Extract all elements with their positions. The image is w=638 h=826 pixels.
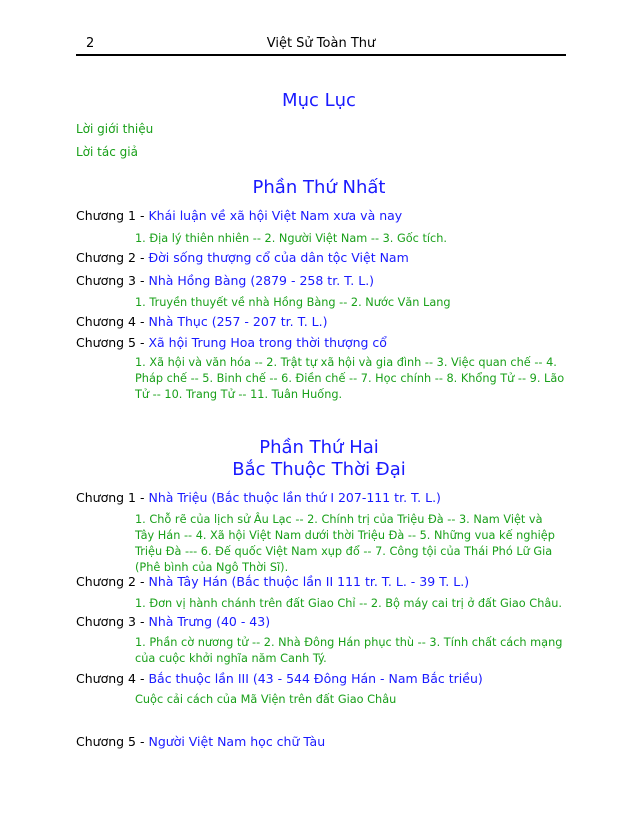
- chapter-label: Chương 4 -: [76, 671, 149, 686]
- chapter-title: Nhà Thục (257 - 207 tr. T. L.): [148, 314, 328, 329]
- part2-title: Phần Thứ Hai: [259, 437, 379, 458]
- toc-link-author-preface[interactable]: Lời tác giả: [76, 145, 138, 159]
- toc-chapter-p1-2[interactable]: [76, 250, 409, 265]
- chapter-label: Chương 4 -: [76, 314, 149, 329]
- chapter-title: Nhà Triệu (Bắc thuộc lần thứ I 207-111 tr. T. L.): [148, 490, 441, 505]
- chapter-label: Chương 1 -: [76, 490, 149, 505]
- chapter-label: Chương 5 -: [76, 335, 149, 350]
- chapter-label: Chương 2 -: [76, 250, 149, 265]
- page-number: 2: [86, 36, 95, 51]
- chapter-title: Người Việt Nam học chữ Tàu: [148, 734, 326, 749]
- toc-chapter-p2-2[interactable]: [76, 574, 469, 589]
- toc-chapter-p2-1[interactable]: [76, 490, 441, 505]
- chapter-title: Khái luận về xã hội Việt Nam xưa và nay: [148, 208, 403, 223]
- part2-subtitle: Bắc Thuộc Thời Đại: [232, 459, 406, 480]
- chapter-subtopics: 1. Truyền thuyết về nhà Hồng Bàng -- 2. Nước Văn Lang: [135, 296, 451, 309]
- chapter-subtopics: 1. Địa lý thiên nhiên -- 2. Người Việt Nam -- 3. Gốc tích.: [135, 232, 447, 245]
- toc-chapter-p1-1[interactable]: [76, 208, 402, 223]
- chapter-label: Chương 1 -: [76, 208, 149, 223]
- chapter-label: Chương 2 -: [76, 574, 149, 589]
- toc-chapter-p2-3[interactable]: [76, 614, 270, 629]
- header-title: Việt Sử Toàn Thư: [266, 36, 376, 51]
- toc-title: Mục Lục: [282, 90, 356, 111]
- chapter-subtopics: 1. Chỗ rẽ của lịch sử Âu Lạc -- 2. Chính trị của Triệu Đà -- 3. Nam Việt và Tây Hán -- 4. Xã hội Việt Nam dưới thời Triệu Đà -- 5. Những vua kế nghiệp Triệu Đà --- 6. Đế quốc Việt Nam xụp đổ -- 7. Công tội của Thái Phó Lữ Gia (Phê bình của Ngô Thời Sĩ).: [135, 513, 555, 574]
- chapter-title: Nhà Tây Hán (Bắc thuộc lần II 111 tr. T. L. - 39 T. L.): [148, 574, 470, 589]
- chapter-subtopics: Cuộc cải cách của Mã Viện trên đất Giao Châu: [135, 693, 397, 706]
- chapter-title: Nhà Hồng Bàng (2879 - 258 tr. T. L.): [148, 273, 375, 288]
- chapter-title: Xã hội Trung Hoa trong thời thượng cổ: [148, 335, 387, 350]
- chapter-subtopics: 1. Xã hội và văn hóa -- 2. Trật tự xã hội và gia đình -- 3. Việc quan chế -- 4. Pháp chế -- 5. Binh chế -- 6. Điền chế -- 7. Học chính -- 8. Khổng Tử -- 9. Lão Tử -- 10. Trang Tử -- 11. Tuân Huống.: [135, 356, 565, 401]
- chapter-title: Đời sống thượng cổ của dân tộc Việt Nam: [148, 250, 409, 265]
- toc-chapter-p2-4[interactable]: [76, 671, 483, 686]
- chapter-subtopics: 1. Phần cờ nương tử -- 2. Nhà Đông Hán phục thù -- 3. Tính chất cách mạng của cuộc khởi nghĩa năm Canh Tý.: [135, 636, 563, 665]
- toc-chapter-p1-3[interactable]: [76, 273, 374, 288]
- part1-title: Phần Thứ Nhất: [252, 177, 386, 198]
- toc-link-introduction[interactable]: Lời giới thiệu: [76, 122, 154, 136]
- chapter-label: Chương 3 -: [76, 614, 149, 629]
- chapter-label: Chương 5 -: [76, 734, 149, 749]
- toc-chapter-p1-5[interactable]: [76, 335, 387, 350]
- chapter-label: Chương 3 -: [76, 273, 149, 288]
- chapter-title: Nhà Trưng (40 - 43): [148, 614, 271, 629]
- chapter-subtopics: 1. Đơn vị hành chánh trên đất Giao Chỉ -- 2. Bộ máy cai trị ở đất Giao Châu.: [135, 597, 563, 610]
- toc-chapter-p1-4[interactable]: [76, 314, 327, 329]
- chapter-title: Bắc thuộc lần III (43 - 544 Đông Hán - Nam Bắc triều): [148, 671, 483, 686]
- toc-chapter-p2-5[interactable]: [76, 734, 325, 749]
- page-header: [76, 36, 566, 56]
